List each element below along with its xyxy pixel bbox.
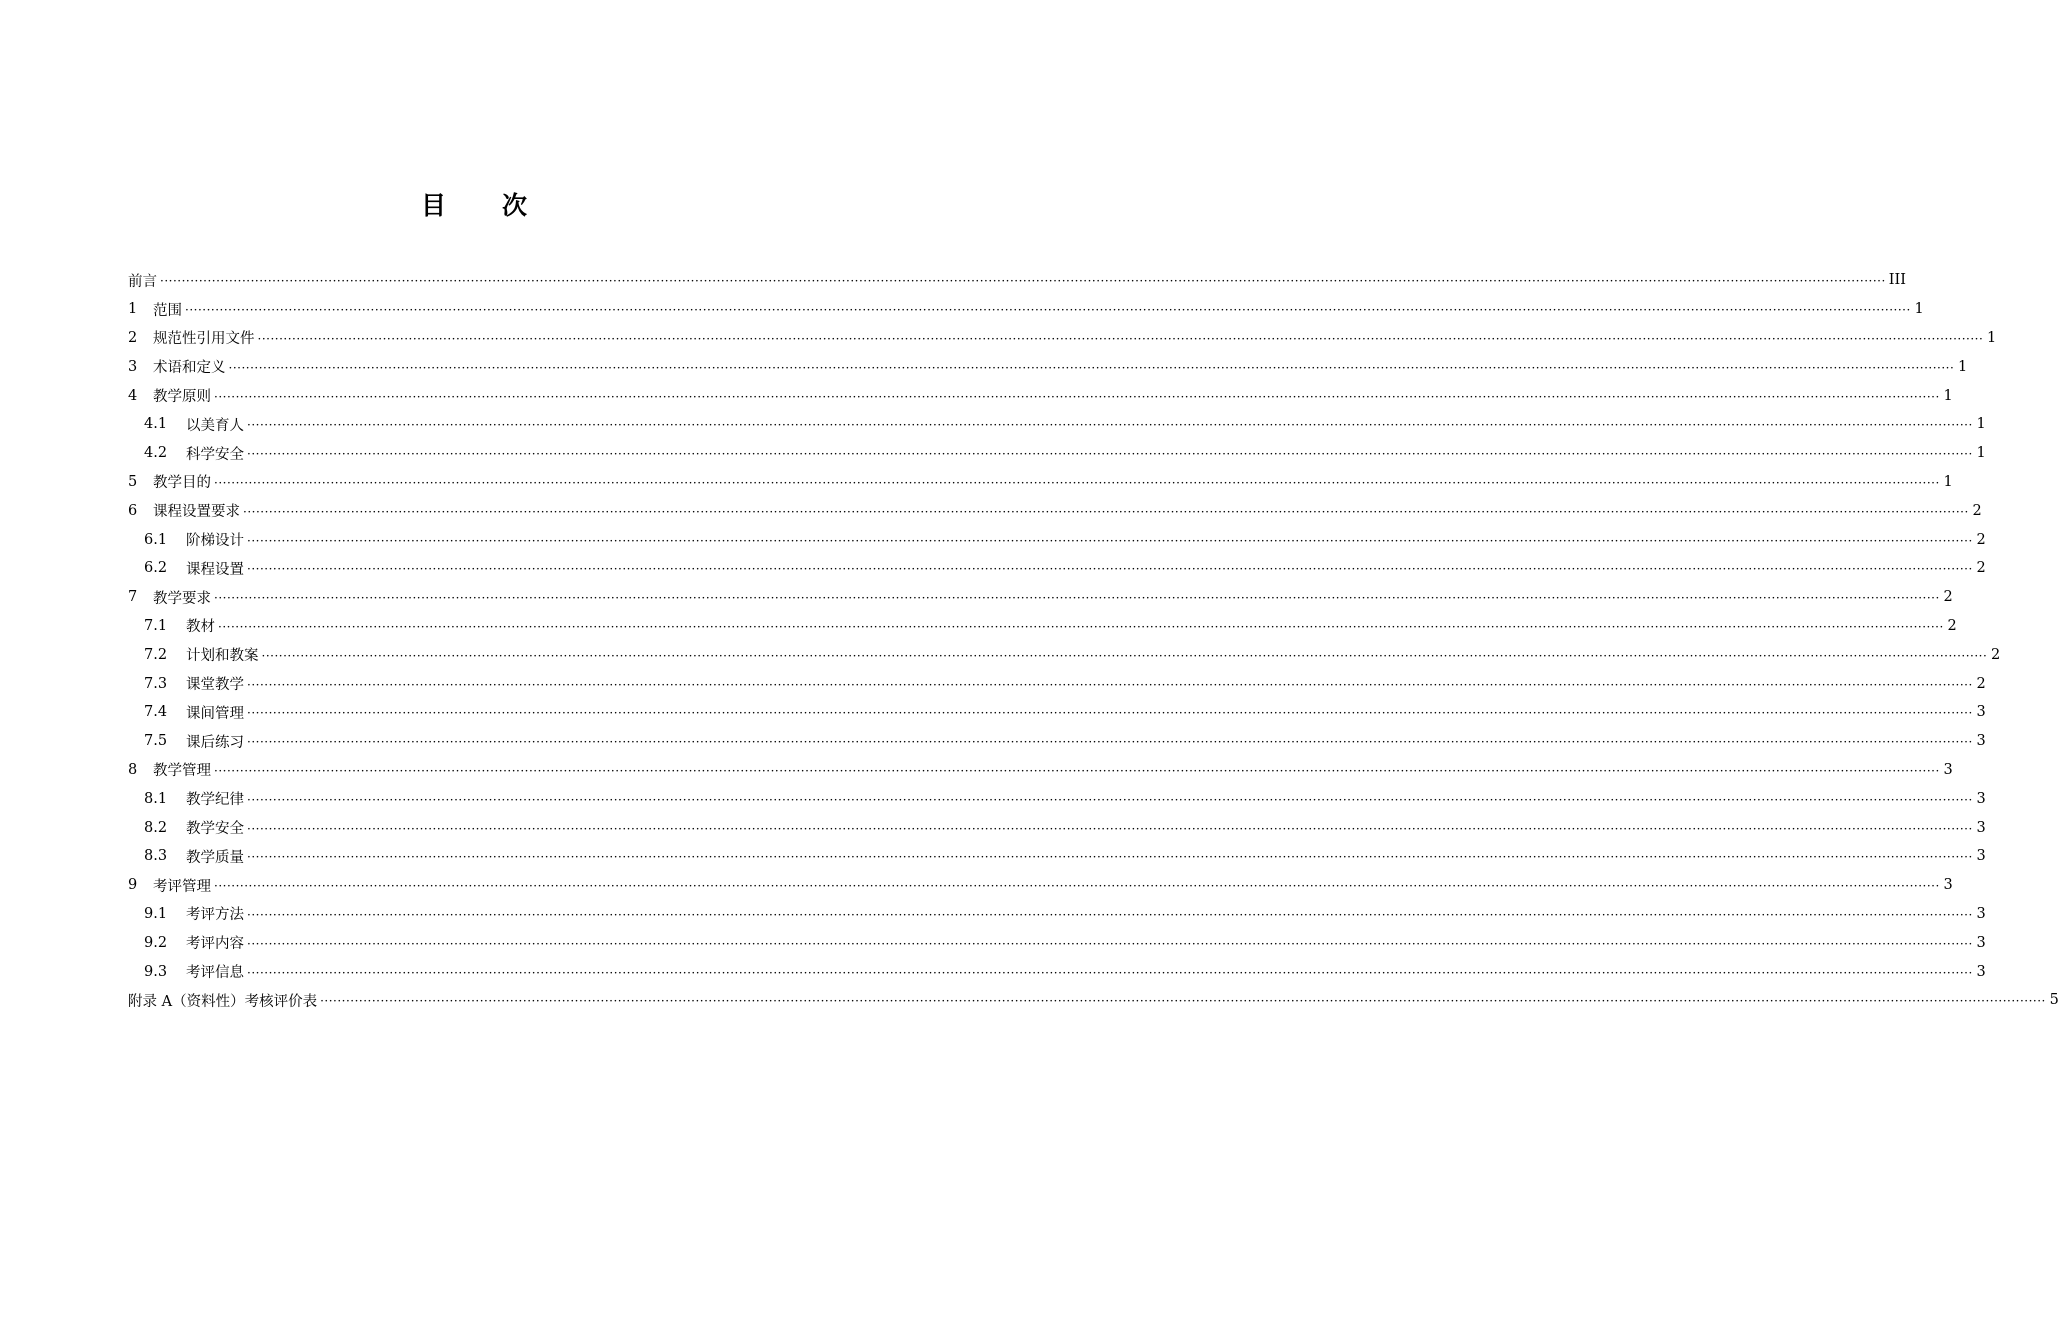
toc-entry-number: 4 bbox=[128, 387, 138, 404]
toc-entry-title: 科学安全 bbox=[186, 446, 244, 463]
page-title: 目 次 bbox=[420, 191, 529, 220]
toc-entry[interactable] bbox=[128, 554, 1986, 583]
toc-entry-number: 9.2 bbox=[144, 934, 168, 951]
toc-entry-title: 以美育人 bbox=[186, 417, 244, 434]
toc-entry[interactable] bbox=[128, 813, 1986, 842]
toc-entry-title: 课堂教学 bbox=[186, 677, 244, 694]
toc-entry-title: 规范性引用文件 bbox=[153, 331, 255, 348]
toc-entry-number: 6 bbox=[128, 502, 138, 519]
toc-entry-page: 1 bbox=[1976, 416, 1986, 433]
toc-entry-number: 3 bbox=[128, 358, 138, 375]
toc-entry[interactable] bbox=[128, 496, 1982, 525]
toc-entry-title: 考评内容 bbox=[186, 936, 244, 953]
toc-entry[interactable] bbox=[128, 900, 1986, 929]
toc-entry[interactable] bbox=[128, 468, 1953, 497]
toc-dot-leader: ················································································································································································································································································································································································································ bbox=[247, 677, 1973, 692]
toc-entry-number: 9.1 bbox=[144, 905, 168, 922]
toc-dot-leader: ················································································································································································································································································································································································································ bbox=[247, 792, 1973, 807]
toc-entry-title: 术语和定义 bbox=[153, 360, 226, 377]
appendix-page: 5 bbox=[2049, 992, 2059, 1009]
toc-entry-page: 3 bbox=[1976, 819, 1986, 836]
toc-entry-title: 考评管理 bbox=[153, 878, 211, 895]
toc-entry[interactable] bbox=[128, 612, 1957, 641]
toc-entry-page: 3 bbox=[1976, 963, 1986, 980]
toc-entry[interactable] bbox=[128, 727, 1986, 756]
toc-entry-number: 2 bbox=[128, 329, 138, 346]
toc-entry-title: 课后练习 bbox=[186, 734, 244, 751]
toc-entry-page: 1 bbox=[1976, 445, 1986, 462]
toc-entry-page: 3 bbox=[1976, 704, 1986, 721]
toc-dot-leader: ················································································································································································································································································································································································································ bbox=[257, 331, 1984, 346]
toc-entry-page: 2 bbox=[1991, 646, 2001, 663]
toc-dot-leader: ················································································································································································································································································································································································································ bbox=[214, 879, 1940, 894]
toc-entry-page: 2 bbox=[1972, 502, 1982, 519]
toc-entry-number: 5 bbox=[128, 473, 138, 490]
toc-entry-title: 范围 bbox=[153, 302, 182, 319]
toc-entry[interactable] bbox=[128, 410, 1986, 439]
toc-entry-title: 教学质量 bbox=[186, 849, 244, 866]
toc-dot-leader: ················································································································································································································································································································································································································ bbox=[185, 303, 1911, 318]
toc-entry-number: 7.1 bbox=[144, 617, 168, 634]
appendix-label: 附录 A（资料性） bbox=[128, 993, 245, 1010]
toc-entry[interactable] bbox=[128, 525, 1986, 554]
toc-entry-number: 7.4 bbox=[144, 704, 168, 721]
toc-entry-number: 8.3 bbox=[144, 848, 168, 865]
toc-dot-leader: ················································································································································································································································································································································································································ bbox=[247, 936, 1973, 951]
toc-entry-page: 2 bbox=[1947, 617, 1957, 634]
toc-entry[interactable] bbox=[128, 842, 1986, 871]
toc-entry-title: 阶梯设计 bbox=[186, 533, 244, 550]
toc-dot-leader: ················································································································································································································································································································································································································ bbox=[214, 763, 1940, 778]
toc-entry[interactable] bbox=[128, 324, 1997, 353]
toc-dot-leader: ················································································································································································································································································································································································································ bbox=[247, 447, 1973, 462]
toc-entry[interactable] bbox=[128, 266, 1906, 295]
appendix-title: 考核评价表 bbox=[244, 993, 318, 1010]
toc-entry-number: 4.1 bbox=[144, 416, 168, 433]
toc-dot-leader: ················································································································································································································································································································································································································ bbox=[247, 907, 1973, 922]
toc-entry-page: 1 bbox=[1914, 301, 1924, 318]
toc-entry-number: 7.2 bbox=[144, 646, 168, 663]
toc-dot-leader: ················································································································································································································································································································································································································ bbox=[247, 418, 1973, 433]
toc-entry-page: 1 bbox=[1958, 358, 1968, 375]
toc-entry-number: 1 bbox=[128, 301, 138, 318]
toc-dot-leader: ················································································································································································································································································································································································································ bbox=[214, 389, 1940, 404]
toc-entry-page: 3 bbox=[1976, 790, 1986, 807]
toc-dot-leader: ················································································································································································································································································································································································································ bbox=[247, 850, 1973, 865]
toc-dot-leader: ················································································································································································································································································································································································································ bbox=[228, 360, 1955, 375]
toc-entry-title: 课程设置要求 bbox=[153, 504, 240, 521]
toc-entry-page: 3 bbox=[1976, 934, 1986, 951]
toc-dot-leader: ················································································································································································································································································································································································································ bbox=[243, 504, 1969, 519]
toc-entry[interactable] bbox=[128, 352, 1968, 381]
toc-entry[interactable] bbox=[128, 381, 1953, 410]
toc-dot-leader: ················································································································································································································································································································································································································ bbox=[218, 619, 1944, 634]
toc-entry-number: 8 bbox=[128, 761, 138, 778]
toc-entry-title: 教学目的 bbox=[153, 475, 211, 492]
toc-entry-title: 课程设置 bbox=[186, 561, 244, 578]
toc-entry-title: 教学原则 bbox=[153, 389, 211, 406]
toc-dot-leader: ················································································································································································································································································································································································································ bbox=[247, 706, 1973, 721]
toc-dot-leader: ················································································································································································································································································································································································································ bbox=[247, 965, 1973, 980]
toc-entry-page: 3 bbox=[1943, 761, 1953, 778]
toc-entry-title: 考评信息 bbox=[186, 965, 244, 982]
toc-entry-number: 8.2 bbox=[144, 819, 168, 836]
toc-entry-number: 9.3 bbox=[144, 963, 168, 980]
toc-entry[interactable] bbox=[128, 698, 1986, 727]
toc-dot-leader: ················································································································································································································································································································································································································ bbox=[247, 533, 1973, 548]
toc-entry-number: 6.1 bbox=[144, 531, 168, 548]
toc-entry[interactable] bbox=[128, 784, 1986, 813]
toc-dot-leader: ················································································································································································································································································································································································································ bbox=[160, 274, 1886, 289]
toc-entry[interactable] bbox=[128, 583, 1953, 612]
toc-entry-page: 2 bbox=[1976, 560, 1986, 577]
table-of-contents bbox=[128, 266, 2059, 1015]
toc-entry[interactable] bbox=[128, 439, 1986, 468]
toc-dot-leader: ················································································································································································································································································································································································································ bbox=[247, 562, 1973, 577]
toc-entry[interactable] bbox=[128, 295, 1924, 324]
toc-entry-page: 1 bbox=[1943, 387, 1953, 404]
toc-entry[interactable] bbox=[128, 756, 1953, 785]
toc-dot-leader: ················································································································································································································································································································································································································ bbox=[214, 475, 1940, 490]
toc-entry[interactable] bbox=[128, 640, 2001, 669]
toc-entry[interactable] bbox=[128, 669, 1986, 698]
toc-entry-number: 4.2 bbox=[144, 445, 168, 462]
toc-entry-title: 教学纪律 bbox=[186, 792, 244, 809]
toc-entry-page: 3 bbox=[1976, 848, 1986, 865]
toc-entry[interactable] bbox=[128, 928, 1986, 957]
toc-dot-leader: ················································································································································································································································································································································································································ bbox=[247, 821, 1973, 836]
toc-entry-title: 教学要求 bbox=[153, 590, 211, 607]
toc-dot-leader: ················································································································································································································································································································································································································ bbox=[320, 994, 2046, 1009]
toc-entry-page: 1 bbox=[1987, 329, 1997, 346]
toc-entry-title: 教学管理 bbox=[153, 763, 211, 780]
toc-entry-page: III bbox=[1888, 272, 1906, 289]
toc-dot-leader: ················································································································································································································································································································································································································ bbox=[214, 591, 1940, 606]
toc-entry-page: 2 bbox=[1976, 675, 1986, 692]
toc-entry-number: 9 bbox=[128, 877, 138, 894]
toc-entry-appendix[interactable] bbox=[128, 986, 2059, 1015]
toc-entry-page: 2 bbox=[1943, 589, 1953, 606]
toc-entry[interactable] bbox=[128, 871, 1953, 900]
toc-dot-leader: ················································································································································································································································································································································································································ bbox=[247, 735, 1973, 750]
toc-dot-leader: ················································································································································································································································································································································································································ bbox=[261, 648, 1988, 663]
toc-entry-title: 教材 bbox=[186, 619, 215, 636]
toc-entry[interactable] bbox=[128, 957, 1986, 986]
toc-entry-page: 3 bbox=[1943, 877, 1953, 894]
toc-entry-number: 6.2 bbox=[144, 560, 168, 577]
toc-entry-title: 计划和教案 bbox=[186, 648, 259, 665]
toc-entry-number: 7.3 bbox=[144, 675, 168, 692]
toc-entry-number: 7.5 bbox=[144, 733, 168, 750]
toc-entry-page: 2 bbox=[1976, 531, 1986, 548]
toc-entry-title: 考评方法 bbox=[186, 907, 244, 924]
toc-entry-page: 3 bbox=[1976, 733, 1986, 750]
toc-entry-number: 8.1 bbox=[144, 790, 168, 807]
toc-entry-title: 教学安全 bbox=[186, 821, 244, 838]
toc-entry-number: 7 bbox=[128, 589, 138, 606]
toc-entry-page: 3 bbox=[1976, 905, 1986, 922]
toc-entry-title: 前言 bbox=[128, 273, 157, 290]
toc-entry-page: 1 bbox=[1943, 473, 1953, 490]
toc-entry-title: 课间管理 bbox=[186, 705, 244, 722]
